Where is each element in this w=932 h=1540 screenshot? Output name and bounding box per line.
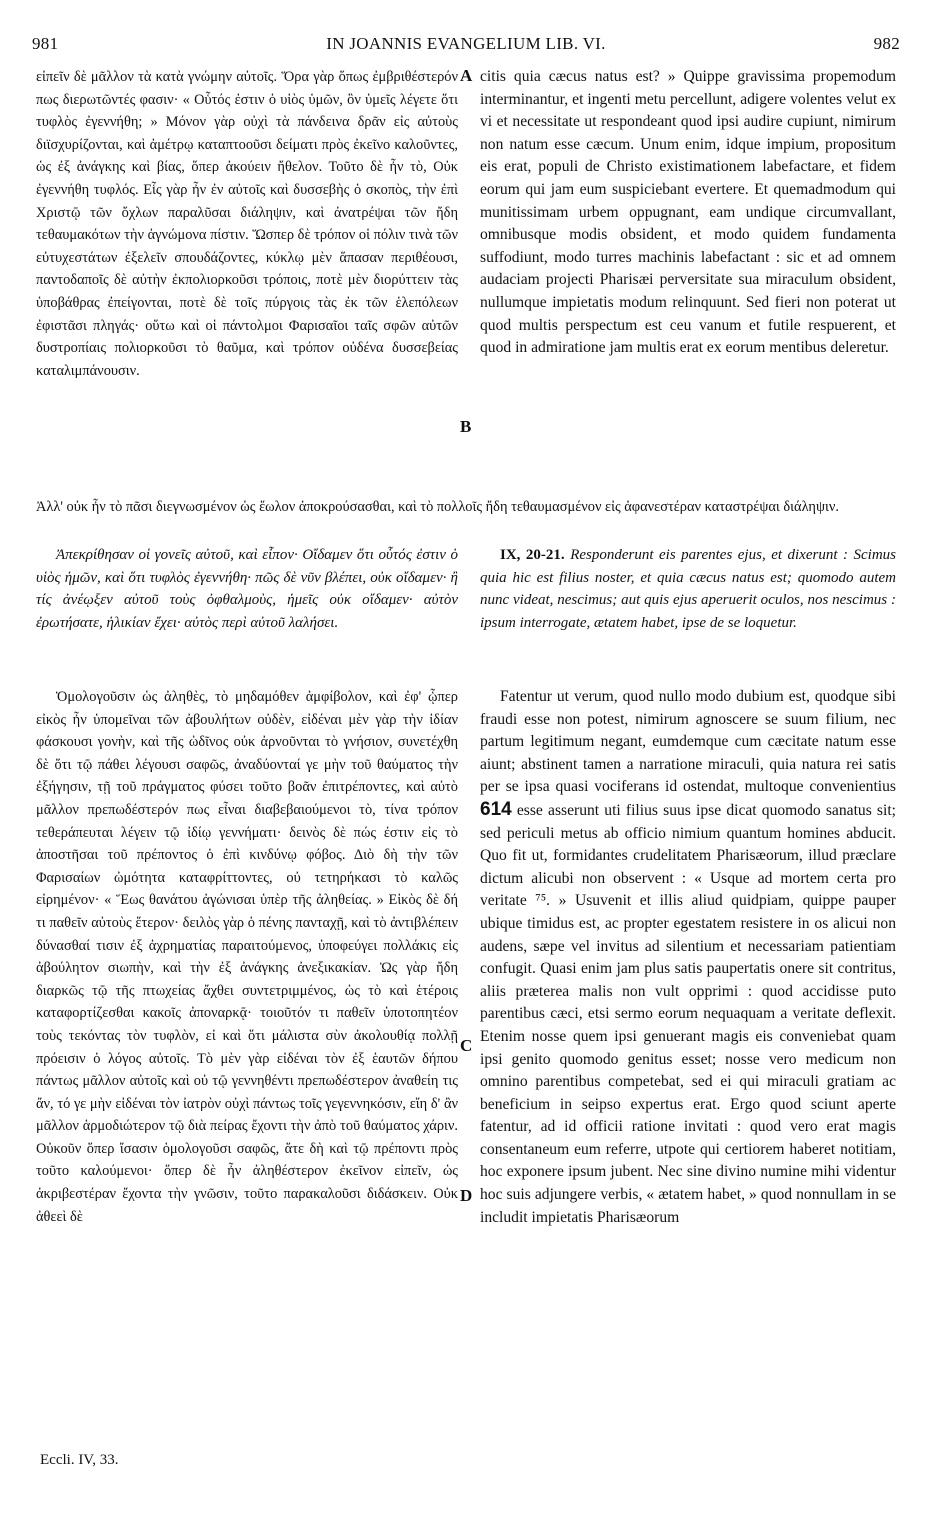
greek-lemma: [36, 544, 458, 634]
greek-lemma-text: Ἀπεκρίθησαν οἱ γονεῖς αὐτοῦ, καὶ εἶπον· Οἴδαμεν ὅτι οὗτός ἐστιν ὁ υἱὸς ἡμῶν, καὶ ὅτι τυφλὸς ἐγεννήθη· πῶς δὲ νῦν βλέπει, οὐκ οἴδαμεν· ἢ τίς ἀνέῳξεν αὐτοῦ τοὺς ὀφθαλμοὺς, ἡμεῖς οὐκ οἴδαμεν· αὐτὸν ἐρωτήσατε, ἡλικίαν ἔχει· αὐτὸς περὶ αὐτοῦ λαλήσει.: [36, 547, 458, 631]
page-number-right: 982: [873, 34, 900, 53]
column-number: 614: [480, 798, 512, 820]
margin-marker-b: B: [460, 417, 472, 436]
greek-spanning-paragraph: Ἀλλ' οὐκ ἦν τὸ πᾶσι διεγνωσμένον ὡς ἕωλον ἀποκρούσασθαι, καὶ τὸ πολλοῖς ἤδη τεθαυμασμένον εἰς ἀφανεστέραν καταστρέψαι διάληψιν.: [36, 499, 839, 515]
greek-column-top: [36, 66, 458, 382]
latin-paragraph-top: citis quia cæcus natus est? » Quippe gravissima propemodum interminantur, et ingenti metu percellunt, adigere volentes velut ex vi et necessitate ut respondeant quod ipsi audire cupiunt, nimirum non natum esse cæcum. Unum enim, idque impium, propositum eis erat, populi de Christo existimationem labefactare, et fidem eorum qui jam eum suspiciebant evertere. Et quemadmodum qui munitissimam urbem oppugnant, eam undique circumvallant, omnibusque modis obsident, et modo quidem fundamenta suffodiunt, modo turres machinis labefactant : sic et ad omnem audaciam projecti Pharisæi perversitate sua miraculum obsident, nullumque impietatis modum relinquunt. Sed fieri non poterat ut quod multis perspectum est ceu vanum et futile respuerent, et quod in admiratione jam multis erat ex eorum mentibus deleretur.: [480, 68, 896, 357]
latin-lemma: [480, 544, 896, 634]
greek-column-bottom: [36, 686, 458, 1228]
latin-column-top: [480, 66, 896, 360]
latin-lemma-text: Responderunt eis parentes ejus, et dixerunt : Scimus quia hic est filius noster, et quia cæcus natus est; quomodo autem nunc videat, nescimus; aut quis ejus aperuerit oculos, nos nescimus : ipsum interrogate, ætatem habet, ipse de se loquetur.: [480, 547, 896, 631]
greek-paragraph-bottom: Ὁμολογοῦσιν ὡς ἀληθὲς, τὸ μηδαμόθεν ἀμφίβολον, καὶ ἐφ' ᾧπερ εἰκὸς ἦν ὑπομεῖναι τῶν ἀβουλήτων οὐδὲν, εἰδέναι μὲν γὰρ τὴν ἰδίαν φάσκουσι γονὴν, καὶ τῆς ὠδῖνος οὐκ ἀρνοῦνται τὸ γνήσιον, συνετέχθη δὲ ὅτι τῷ πάθει λέγουσι σαφῶς, ἀναδύονταί γε μὴν τοῦ θαύματος τὴν ἐξήγησιν, τῇ τοῦ πράγματος φύσει τοῦτο βοᾶν ἐπιτρέποντες, καὶ αὐτὸ μᾶλλον πρεπωδέστερόν πως εἶναι διαβεβαιούμενοι τὸ, τίνα τρόπον τεθεράπευται λέγειν τῷ ἰδίῳ γεννήματι· δεινὸς δὲ πώς ἐστιν εἰς τὸ ἀποστῆσαι τοῦ πρέποντος ὁ ἐπὶ κινδύνῳ φόβος. Διὸ δὴ τὴν τῶν Φαρισαίων ὠμότητα καταφρίττοντες, οὐ τετηρήκασι τὸ καλῶς εἰρημένον· « Ἕως θανάτου ἀγώνισαι ὑπὲρ τῆς ἀληθείας. » Εἰκὸς δὲ δή τι παθεῖν αὐτοὺς ἕτερον· δειλὸς γὰρ ὁ πένης πανταχῇ, καὶ τὸ ἀντιβλέπειν δύνασθαί τισιν ἐξ ἀχρηματίας παραιτούμενος, ὑποφεύγει πολλάκις εἰς ἀβούλητον σιωπὴν, καὶ τὴν ἐξ ἀνάγκης ἀνεξικακίαν. Ὡς γὰρ ἤδη διαρκῶς τῷ τῆς πτωχείας ἄχθει συντετριμμένος, ὡς τὸ καὶ ἑτέροις καταφορτίζεσθαι κακοῖς ἀποναρκᾷ· τοιοῦτόν τι παθεῖν ὑποτοπητέον τοὺς τεκόντας τὸν τυφλὸν, εἰ καὶ ὅτι μάλιστα σὺν ἀκολουθίᾳ πολλῇ πρόεισιν ὁ λόγος αὐτοῖς. Τὸ μὲν γὰρ εἰδέναι τὸν ἐξ ἑαυτῶν δήπου πάντως μᾶλλον αὐτοῖς καὶ οὐ τῷ γεννηθέντι πρεπωδέστερον ἀναθείη τις ἄν, τό γε μὴν εἰδέναι τὸν ἰατρὸν οὐχὶ πάντως τοῖς γεγεννηκόσιν, εἴη δ' ἂν μᾶλλον ἁρμοδιώτερον τῷ διὰ πείρας ἔχοντι τὴν ἀπὸ τοῦ θαύματος χάριν. Οὐκοῦν ὅπερ ἴσασιν ὁμολογοῦσι σαφῶς, ἅτε δὴ καὶ τῷ πρέποντι πρὸς τοῦτο καλούμενοι· ὅπερ δὲ ἦν ἀληθέστερον ἐκεῖνον εἰπεῖν, ὡς ἀκριβεστέραν ἔχοντα τὴν γνῶσιν, τοῦτο παρακαλοῦσι διδάσκειν. Οὐκ ἀθεεὶ δὲ: [36, 689, 458, 1225]
latin-column-bottom: [480, 686, 896, 1229]
footnote: Eccli. IV, 33.: [40, 1452, 119, 1468]
margin-marker-a: A: [460, 66, 473, 85]
margin-marker-d: D: [460, 1186, 473, 1205]
running-header: [32, 34, 900, 56]
greek-paragraph-top: εἰπεῖν δὲ μᾶλλον τὰ κατὰ γνώμην αὐτοῖς. Ὅρα γὰρ ὅπως ἐμβριθέστερόν πως διερωτῶντές φασιν· « Οὗτός ἐστιν ὁ υἱὸς ὑμῶν, ὃν ὑμεῖς λέγετε ὅτι τυφλὸς ἐγεννήθη; » Μόνον γὰρ οὐχὶ τὰ πάνδεινα δρᾶν εἰς αὐτοὺς διϊσχυρίζονται, καὶ ἀμέτρῳ καταπτοοῦσι δείματι πρὸς ἐκεῖνο καλοῦντες, ὡς ἐξ ἀνάγκης καὶ βίας, ὅπερ ἀκούειν ἤθελον. Τοῦτο δὲ ἦν τὸ, Οὐκ ἐγεννήθη τυφλός. Εἷς γὰρ ἦν ἐν αὐτοῖς καὶ δυσσεβὴς ὁ σκοπὸς, τὴν ἐπὶ Χριστῷ τῶν ὄχλων παραλῦσαι διάληψιν, καὶ ἀνατρέψαι τῶν ἤδη τεθαυμακότων τὴν ἀγνώμονα πίστιν. Ὥσπερ δὲ τρόπον οἱ πόλιν τινὰ τῶν εὐτυχεστάτων ἐξελεῖν σπουδάζοντες, κύκλῳ μὲν ἅπασαν περιθέουσι, παντοδαποῖς δὲ αὐτὴν ἐκπολιορκοῦσι τρόποις, ποτὲ μὲν διορύττειν τὰς ὑποβάθρας ἐπείγονται, ποτὲ δὲ τοῖς πύργοις τὰς ἐκ τῶν ἑλεπόλεων ἐφιστᾶσι πληγάς· οὕτω καὶ οἱ πάντολμοι Φαρισαῖοι ταῖς σφῶν αὐτῶν δυστροπίαις πολιορκοῦσι τὸ θαῦμα, καὶ τρόπον οὐδένα δυσσεβείας καταλιμπάνουσιν.: [36, 69, 458, 379]
running-title: IN JOANNIS EVANGELIUM LIB. VI.: [326, 34, 606, 53]
margin-marker-c: C: [460, 1036, 473, 1055]
latin-paragraph-bottom-b: esse asserunt uti filius suus ipse dicat quomodo sanatus sit; sed periculi metus ab officio nimium quantum homines abducit. Quo fit ut, formidantes crudelitatem Pharisæorum, illud præclare dictum alicubi non observent : « Usque ad mortem certa pro veritate ⁷⁵. » Usuvenit et illis aliud quidpiam, quippe pauper ubique timidus est, ac propter egestatem resistere in os alicui non audens, sæpe vel invitus ad silentium et necessariam patientiam confugit. Quasi enim jam plus satis paupertatis onere sit contritus, aliis præterea malis non vult opprimi : quod accidisse puto parentibus cæci, etsi sermo eorum nequaquam a veritate deflexit. Etenim nosse quem ipsi genuerant magis eis conveniebat quam ipsi genito quomodo genitus esset; nosse vero medicum non omnino parentibus competebat, sed ei qui miraculi gratiam ac beneficium in seipso expertus erat. Ergo quod sciunt aperte fatentur, ad id officii ratione invitati : quod vero erat magis consentaneum eum referre, utpote qui certiorem haberet notitiam, hoc exponere ipsum jubent. Nec sine divino numine mihi videntur hoc suis adjungere verbis, « ætatem habet, » quod nonnullam in se includit impietatis Pharisæorum: [480, 801, 896, 1226]
latin-paragraph-bottom-a: Fatentur ut verum, quod nullo modo dubium est, quodque sibi fraudi esse non potest, nimirum agnoscere se suum filium, nec partum legitimum negant, eumdemque cum cæcitate natum esse aiunt; abstinent tamen a narratione miraculi, quia natura rei satis per se ipsa quasi vociferans id ostendat, multoque convenientius: [480, 688, 896, 796]
lemma-reference: IX, 20-21.: [500, 547, 565, 563]
page-number-left: 981: [32, 34, 59, 53]
